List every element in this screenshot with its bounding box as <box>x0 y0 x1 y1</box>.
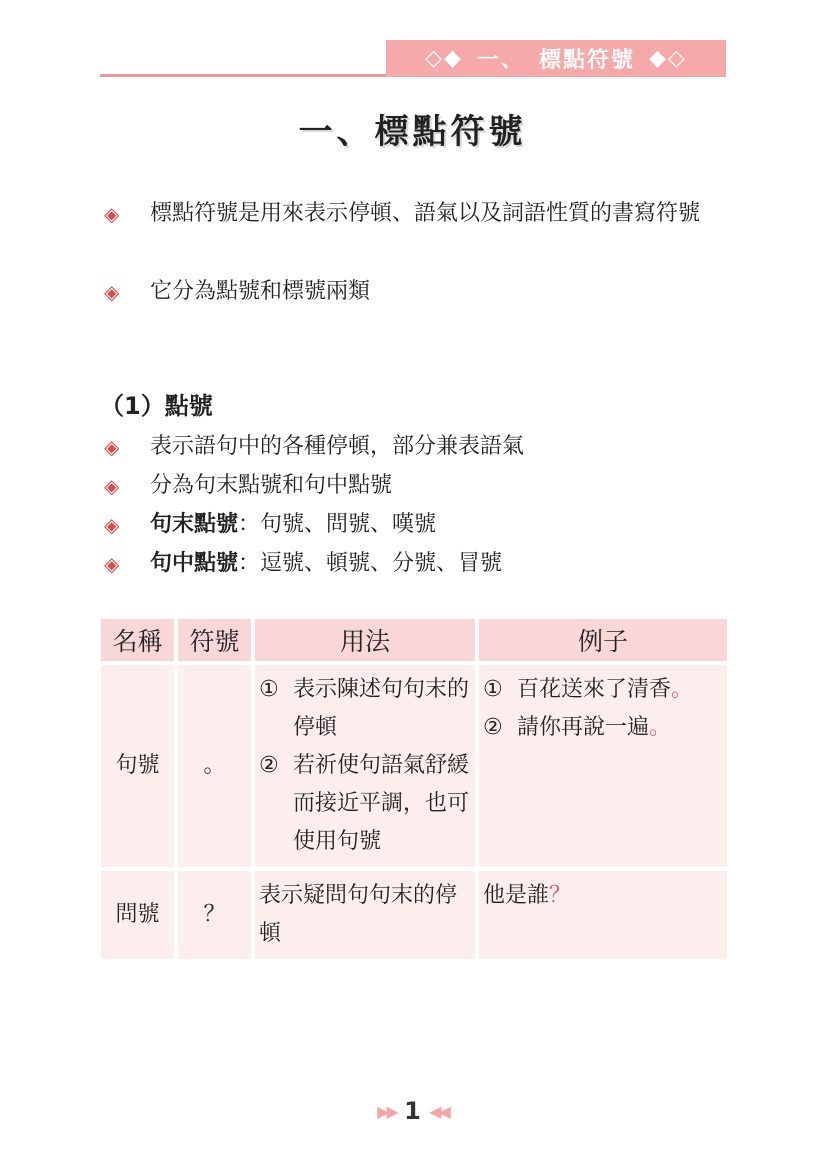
circled-number: ② <box>259 753 279 778</box>
table-header-row <box>101 619 727 661</box>
intro-bullet <box>104 195 729 233</box>
diamond-outline-icon: ◇◆ <box>425 46 463 71</box>
diamond-bullet-icon: ◈ <box>104 513 120 537</box>
usage-item: ① 表示陳述句句末的停頓 <box>259 671 471 747</box>
highlighted-mark: 。 <box>649 715 672 740</box>
diamond-filled-icon: ◆◇ <box>649 46 687 71</box>
punctuation-table <box>97 615 731 963</box>
usage-cell: 表示疑問句句末的停頓 <box>255 871 475 959</box>
circled-number: ① <box>259 677 279 702</box>
column-header: 符號 <box>178 619 251 661</box>
header-chapter-title: 標點符號 <box>539 48 636 73</box>
bullet-text: 句中點號：逗號、頓號、分號、冒號 <box>150 551 503 576</box>
name-cell: 句號 <box>101 665 174 867</box>
circled-number: ② <box>483 715 503 740</box>
intro-bullet <box>104 273 729 311</box>
bold-term: 句末點號 <box>150 512 239 537</box>
example-item: ① 百花送來了清香。 <box>483 671 723 709</box>
name-cell: 問號 <box>101 871 174 959</box>
section-bullet <box>104 428 729 466</box>
usage-cell <box>255 665 475 867</box>
arrow-right-icon: ▶▶ <box>377 1102 396 1121</box>
table-row <box>101 871 727 959</box>
column-header: 名稱 <box>101 619 174 661</box>
section-heading: （1）點號 <box>100 392 213 420</box>
example-item: ② 請你再說一遍。 <box>483 709 723 747</box>
section-bullet <box>104 506 729 544</box>
bold-term: 句中點號 <box>150 551 239 576</box>
bullet-text: 表示語句中的各種停頓，部分兼表語氣 <box>150 434 525 459</box>
column-header: 例子 <box>479 619 727 661</box>
header-rule <box>100 74 386 77</box>
diamond-bullet-icon: ◈ <box>104 435 120 459</box>
diamond-bullet-icon: ◈ <box>104 280 120 304</box>
header-tab <box>386 40 726 77</box>
diamond-bullet-icon: ◈ <box>104 474 120 498</box>
diamond-bullet-icon: ◈ <box>104 202 120 226</box>
page-number: 1 <box>404 1097 421 1125</box>
arrow-left-icon: ◀◀ <box>429 1102 448 1121</box>
table-row <box>101 665 727 867</box>
usage-item: ② 若祈使句語氣舒緩而接近平調，也可使用句號 <box>259 747 471 861</box>
highlighted-mark: 。 <box>671 677 694 702</box>
page-title: 一、標點符號 <box>298 112 527 152</box>
highlighted-mark: ？ <box>549 883 572 908</box>
bullet-text: 分為句末點號和句中點號 <box>150 473 393 498</box>
bullet-text: 標點符號是用來表示停頓、語氣以及詞語性質的書寫符號 <box>150 201 701 226</box>
symbol-cell: ？ <box>178 871 251 959</box>
example-cell: 他是誰？ <box>479 871 727 959</box>
column-header: 用法 <box>255 619 475 661</box>
diamond-bullet-icon: ◈ <box>104 552 120 576</box>
section-bullet <box>104 467 729 505</box>
symbol-cell: 。 <box>178 665 251 867</box>
example-cell <box>479 665 727 867</box>
section-bullet <box>104 545 729 583</box>
header-chapter-number: 一、 <box>476 48 525 73</box>
page-footer <box>0 1097 825 1125</box>
bullet-text: 它分為點號和標號兩類 <box>150 279 371 304</box>
bullet-text: 句末點號：句號、問號、嘆號 <box>150 512 437 537</box>
circled-number: ① <box>483 677 503 702</box>
